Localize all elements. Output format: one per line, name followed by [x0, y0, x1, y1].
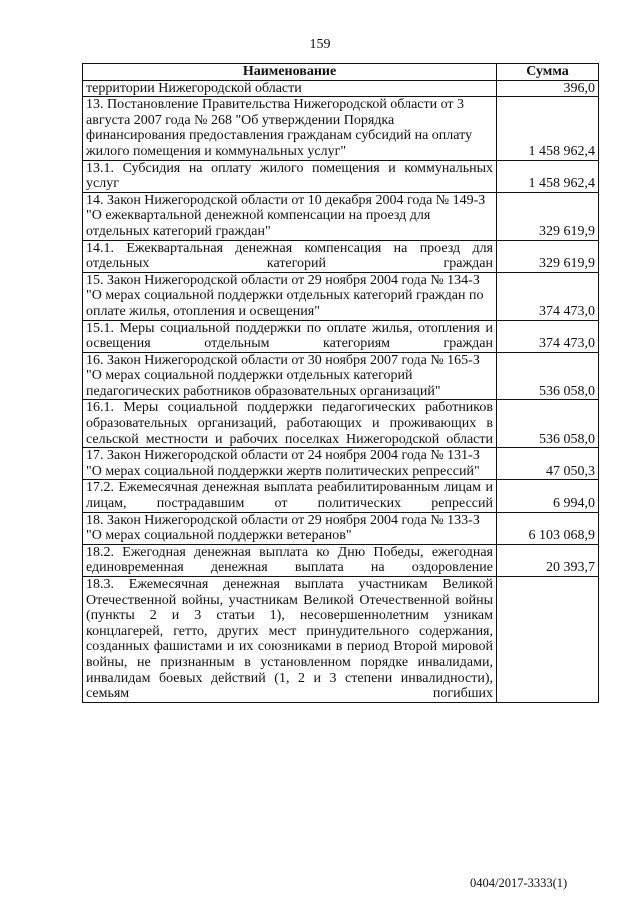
row-name: 13. Постановление Правительства Нижегородской области от 3 августа 2007 года № 268 "Об утверждении Порядка финансирования предоставления гражданам субсидий на оплату жилого помещения и коммунальных услуг": [83, 97, 497, 160]
row-name: 18. Закон Нижегородской области от 29 ноября 2004 года № 133-З "О мерах социальной поддержки ветеранов": [83, 512, 497, 544]
row-sum: 374 473,0: [497, 272, 599, 320]
row-sum: 396,0: [497, 80, 599, 97]
table-row: [83, 320, 599, 352]
row-sum: 6 103 068,9: [497, 512, 599, 544]
table-row: [83, 272, 599, 320]
table-row: [83, 240, 599, 272]
table-row: [83, 160, 599, 192]
row-sum: [497, 577, 599, 703]
table-body: [83, 80, 599, 702]
row-sum: 1 458 962,4: [497, 160, 599, 192]
table-row: [83, 448, 599, 480]
table-row: [83, 480, 599, 512]
row-name: 17. Закон Нижегородской области от 24 ноября 2004 года № 131-З "О мерах социальной поддержки жертв политических репрессий": [83, 448, 497, 480]
table-row: [83, 352, 599, 400]
table-header-row: [83, 64, 599, 81]
document-code: 0404/2017-3333(1): [470, 876, 568, 890]
row-sum: 536 058,0: [497, 352, 599, 400]
header-sum: Сумма: [497, 64, 599, 81]
row-sum: 329 619,9: [497, 240, 599, 272]
row-sum: 20 393,7: [497, 544, 599, 576]
row-name: 18.3. Ежемесячная денежная выплата участникам Великой Отечественной войны, участникам Великой Отечественной войны (пункты 2 и 3 статьи 1), несовершеннолетним узникам концлагерей, гетто, других мест принудительного содержания, созданных фашистами и их союзниками в период Второй мировой войны, не признанным в установленном порядке инвалидами, инвалидам боевых действий (1, 2 и 3 степени инвалидности), семьям погибших: [83, 577, 497, 703]
header-name: Наименование: [83, 64, 497, 81]
budget-table: [82, 63, 599, 703]
row-name: 16.1. Меры социальной поддержки педагогических работников образовательных организаций, работающих и проживающих в сельской местности и рабочих поселках Нижегородской области: [83, 400, 497, 448]
row-name: 14. Закон Нижегородской области от 10 декабря 2004 года № 149-З "О ежеквартальной денежной компенсации на проезд для отдельных категорий граждан": [83, 192, 497, 240]
row-sum: 536 058,0: [497, 400, 599, 448]
table-row: [83, 544, 599, 576]
table-row: [83, 512, 599, 544]
table-row: [83, 577, 599, 703]
row-sum: 1 458 962,4: [497, 97, 599, 160]
table-row: [83, 192, 599, 240]
row-name: 15.1. Меры социальной поддержки по оплате жилья, отопления и освещения отдельным категориям граждан: [83, 320, 497, 352]
row-sum: 47 050,3: [497, 448, 599, 480]
row-sum: 329 619,9: [497, 192, 599, 240]
table-row: [83, 97, 599, 160]
row-sum: 374 473,0: [497, 320, 599, 352]
row-sum: 6 994,0: [497, 480, 599, 512]
row-name: 17.2. Ежемесячная денежная выплата реабилитированным лицам и лицам, пострадавшим от политических репрессий: [83, 480, 497, 512]
row-name: 15. Закон Нижегородской области от 29 ноября 2004 года № 134-З "О мерах социальной поддержки отдельных категорий граждан по оплате жилья, отопления и освещения": [83, 272, 497, 320]
row-name: 13.1. Субсидия на оплату жилого помещения и коммунальных услуг: [83, 160, 497, 192]
table-row: [83, 80, 599, 97]
row-name: 16. Закон Нижегородской области от 30 ноября 2007 года № 165-З "О мерах социальной поддержки отдельных категорий педагогических работников образовательных организаций": [83, 352, 497, 400]
row-name: территории Нижегородской области: [83, 80, 497, 97]
table-row: [83, 400, 599, 448]
page-number: 159: [309, 37, 331, 52]
row-name: 18.2. Ежегодная денежная выплата ко Дню Победы, ежегодная единовременная денежная выплата на оздоровление: [83, 544, 497, 576]
row-name: 14.1. Ежеквартальная денежная компенсация на проезд для отдельных категорий граждан: [83, 240, 497, 272]
